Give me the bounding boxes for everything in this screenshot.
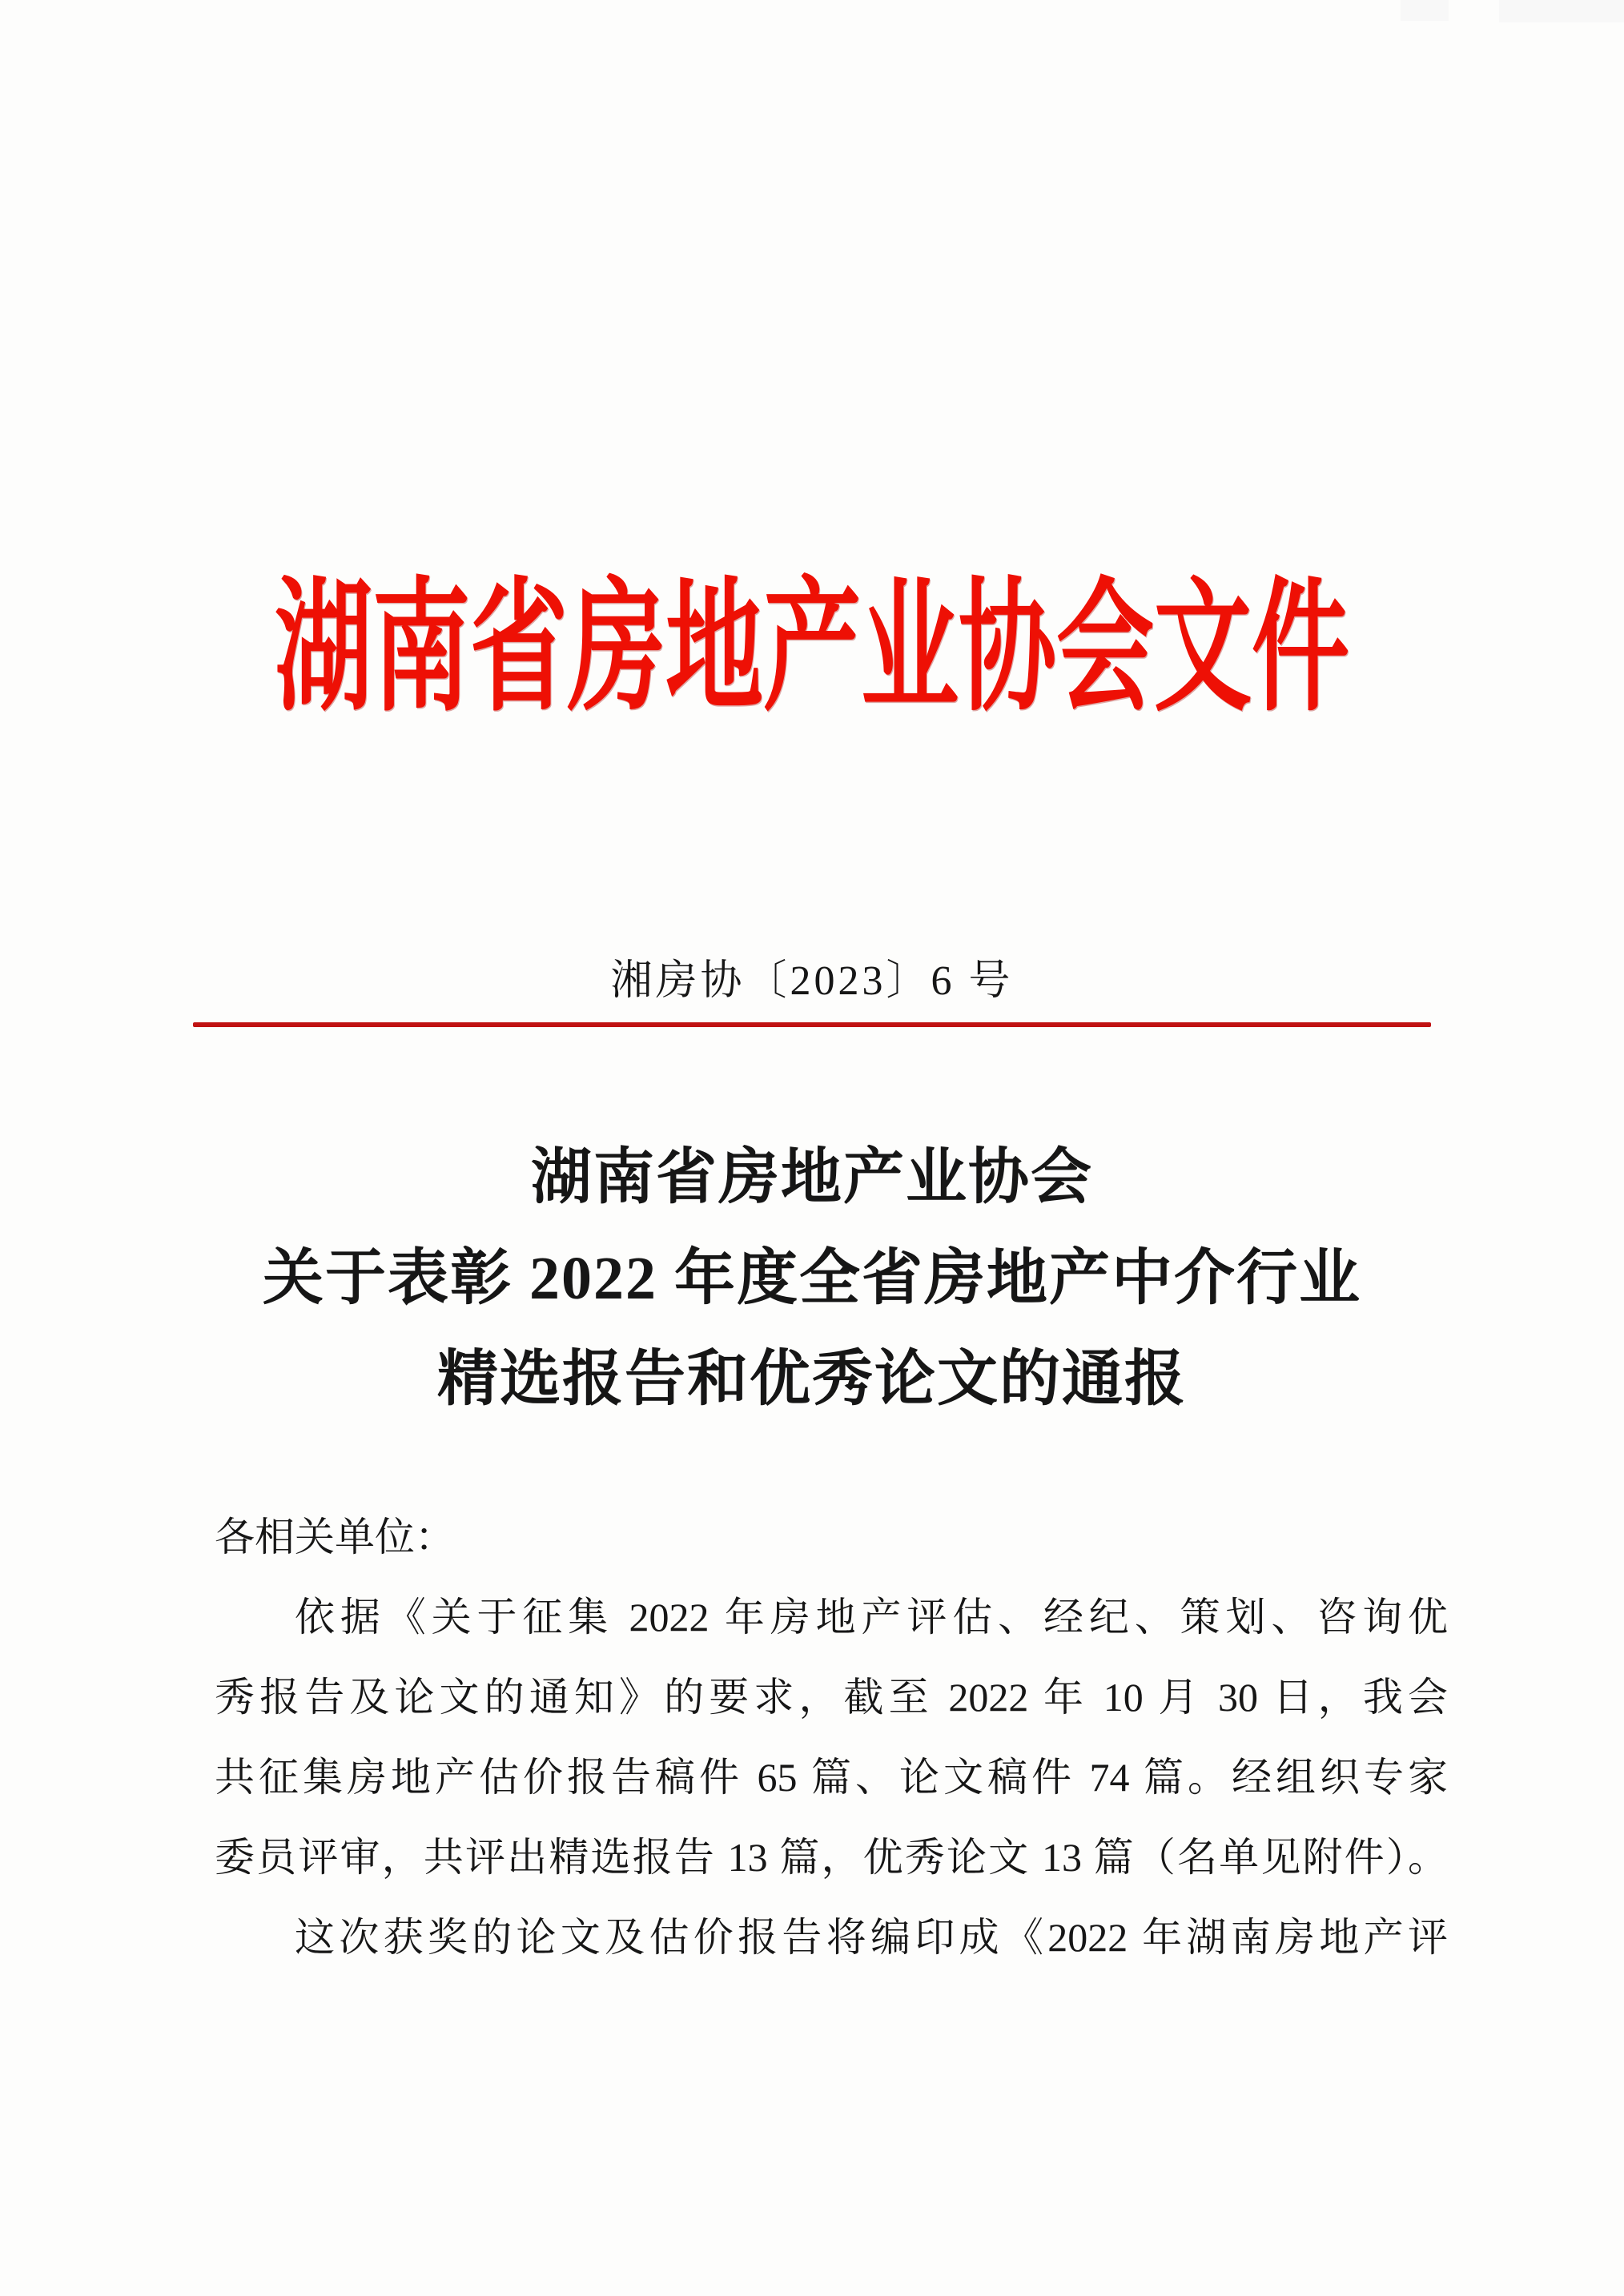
scan-artifact	[1499, 0, 1624, 22]
scan-artifact	[1401, 0, 1449, 21]
salutation: 各相关单位：	[215, 1515, 455, 1559]
title-line-3: 精选报告和优秀论文的通报	[437, 1346, 1187, 1413]
document-number: 湘房协〔2023〕6 号	[610, 958, 1014, 1004]
body-line: 依据《关于征集 2022 年房地产评估、经纪、策划、咨询优	[295, 1595, 1448, 1640]
body-line: 秀报告及论文的通知》的要求，截至 2022 年 10 月 30 日，我会	[215, 1675, 1448, 1720]
red-divider-line	[193, 1022, 1431, 1027]
body-line: 委员评审，共评出精选报告 13 篇，优秀论文 13 篇（名单见附件）。	[215, 1835, 1448, 1880]
masthead-title: 湖南省房地产业协会文件	[275, 569, 1349, 729]
document-title	[0, 1127, 1624, 1430]
document-body	[215, 1497, 1448, 1977]
title-line-2: 关于表彰 2022 年度全省房地产中介行业	[263, 1245, 1361, 1312]
body-line: 共征集房地产估价报告稿件 65 篇、论文稿件 74 篇。经组织专家	[215, 1755, 1448, 1800]
body-line: 这次获奖的论文及估价报告将编印成《2022 年湖南房地产评	[295, 1915, 1448, 1960]
title-line-1: 湖南省房地产业协会	[531, 1144, 1093, 1211]
